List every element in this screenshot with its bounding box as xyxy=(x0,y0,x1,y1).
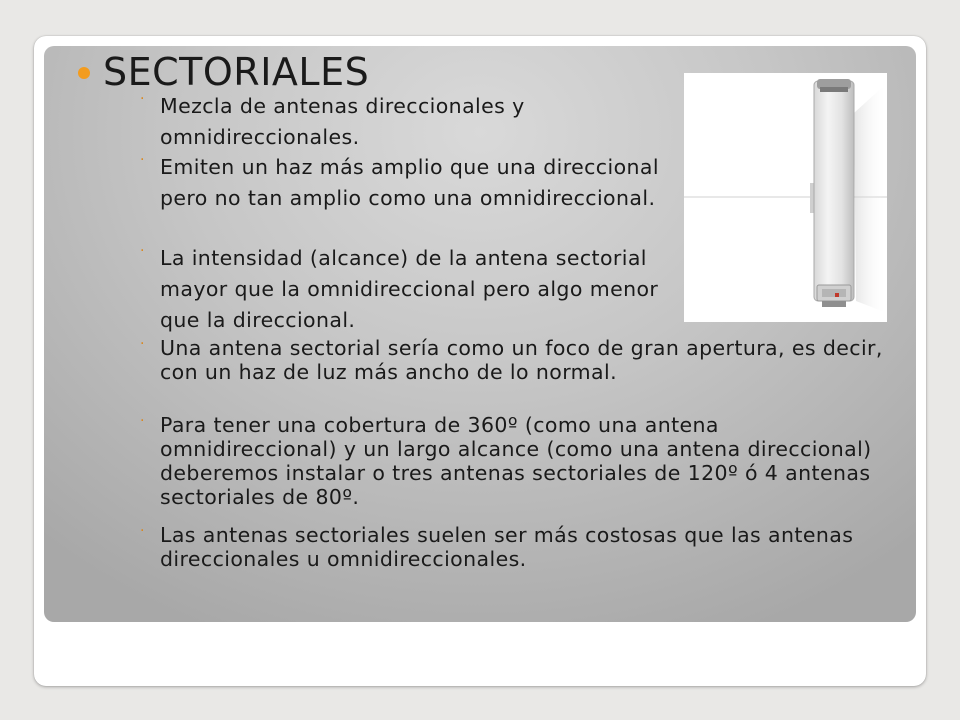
slide-title: SECTORIALES xyxy=(103,50,370,94)
bullet-text: Para tener una cobertura de 360º (como una antena omnidireccional) y un largo alcance (como una antena direccional) deberemos instalar o tres antenas sectoriales de 120º ó 4 antenas sectoriales de 80º. xyxy=(160,413,872,509)
bullet-item-2 xyxy=(140,152,665,214)
bullet-marker-icon: · xyxy=(140,336,145,352)
bullet-marker-icon: · xyxy=(140,523,145,539)
bullet-marker-icon: · xyxy=(140,91,145,107)
bullet-text: Mezcla de antenas direccionales y omnidireccionales. xyxy=(160,94,525,149)
sector-antenna-photo xyxy=(684,73,887,322)
bullet-marker-icon: · xyxy=(140,152,145,168)
bullet-item-4 xyxy=(140,336,900,384)
bullet-item-1 xyxy=(140,91,675,153)
bullet-text: La intensidad (alcance) de la antena sectorial mayor que la omnidireccional pero algo menor que la direccional. xyxy=(160,246,659,332)
bullet-marker-icon: · xyxy=(140,243,145,259)
bullet-text: Emiten un haz más amplio que una direccional pero no tan amplio como una omnidireccional. xyxy=(160,155,659,210)
bullet-item-5 xyxy=(140,413,900,509)
bullet-text: Las antenas sectoriales suelen ser más costosas que las antenas direccionales u omnidireccionales. xyxy=(160,523,854,571)
title-bullet-icon xyxy=(78,67,90,79)
bullet-marker-icon: · xyxy=(140,413,145,429)
bullet-text: Una antena sectorial sería como un foco de gran apertura, es decir, con un haz de luz más ancho de lo normal. xyxy=(160,336,883,384)
bullet-item-6 xyxy=(140,523,900,571)
bullet-item-3 xyxy=(140,243,680,336)
